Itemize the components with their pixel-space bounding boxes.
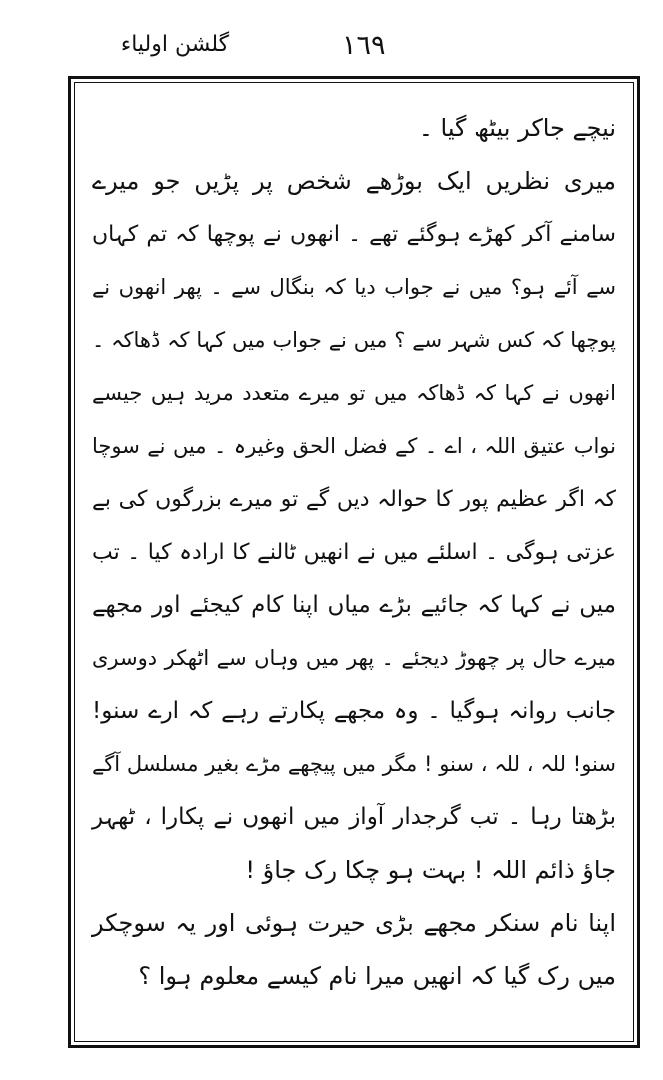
- text-line: جاؤ ذائم اللہ ! بہت ہو چکا رک جاؤ !: [245, 856, 616, 884]
- text-line: میری نظریں ایک بوڑھے شخص پر پڑیں جو میرے: [92, 167, 616, 195]
- text-line: عزتی ہوگی ۔ اسلئے میں نے انھیں ٹالنے کا ارادہ کیا ۔ تب: [92, 540, 616, 565]
- text-line: کہ اگر عظیم پور کا حوالہ دیں گے تو میرے بزرگوں کی بے: [92, 487, 616, 512]
- text-line: انھوں نے کہا کہ ڈھاکہ میں تو میرے متعدد مرید ہیں جیسے: [92, 381, 616, 405]
- text-line: سنو! للہ ، للہ ، سنو ! مگر میں پیچھے مڑے بغیر مسلسل آگے: [92, 752, 616, 776]
- page-number: ١٦٩: [342, 30, 386, 61]
- text-line: سے آئے ہو؟ میں نے جواب دیا کہ بنگال سے ۔ پھر انھوں نے: [92, 275, 616, 299]
- text-line: نیچے جاکر بیٹھ گیا ۔: [418, 114, 616, 142]
- text-line: اپنا نام سنکر مجھے بڑی حیرت ہوئی اور یہ سوچکر: [92, 909, 616, 937]
- book-title: گلشن اولیاء: [120, 32, 230, 57]
- text-line: میں نے کہا کہ جائیے بڑے میاں اپنا کام کیجئے اور مجھے: [92, 592, 616, 618]
- text-line: میرے حال پر چھوڑ دیجئے ۔ پھر میں وہاں سے اٹھکر دوسری: [92, 646, 616, 670]
- text-line: میں رک گیا کہ انھیں میرا نام کیسے معلوم ہوا ؟: [138, 962, 616, 990]
- text-line: پوچھا کہ کس شہر سے ؟ میں نے جواب میں کہا کہ ڈھاکہ ۔: [92, 328, 616, 352]
- text-line: نواب عتیق اللہ ، اے ۔ کے فضل الحق وغیرہ ۔ میں نے سوچا: [92, 434, 616, 458]
- running-head: [70, 30, 630, 70]
- text-line: بڑھتا رہا ۔ تب گرجدار آواز میں انھوں نے پکارا ، ٹھہر: [92, 804, 616, 830]
- text-line: سامنے آکر کھڑے ہوگئے تھے ۔ انھوں نے پوچھا کہ تم کہاں: [92, 222, 616, 247]
- body-text: [92, 102, 616, 1003]
- text-line: جانب روانہ ہوگیا ۔ وہ مجھے پکارتے رہے کہ ارے سنو!: [92, 698, 616, 724]
